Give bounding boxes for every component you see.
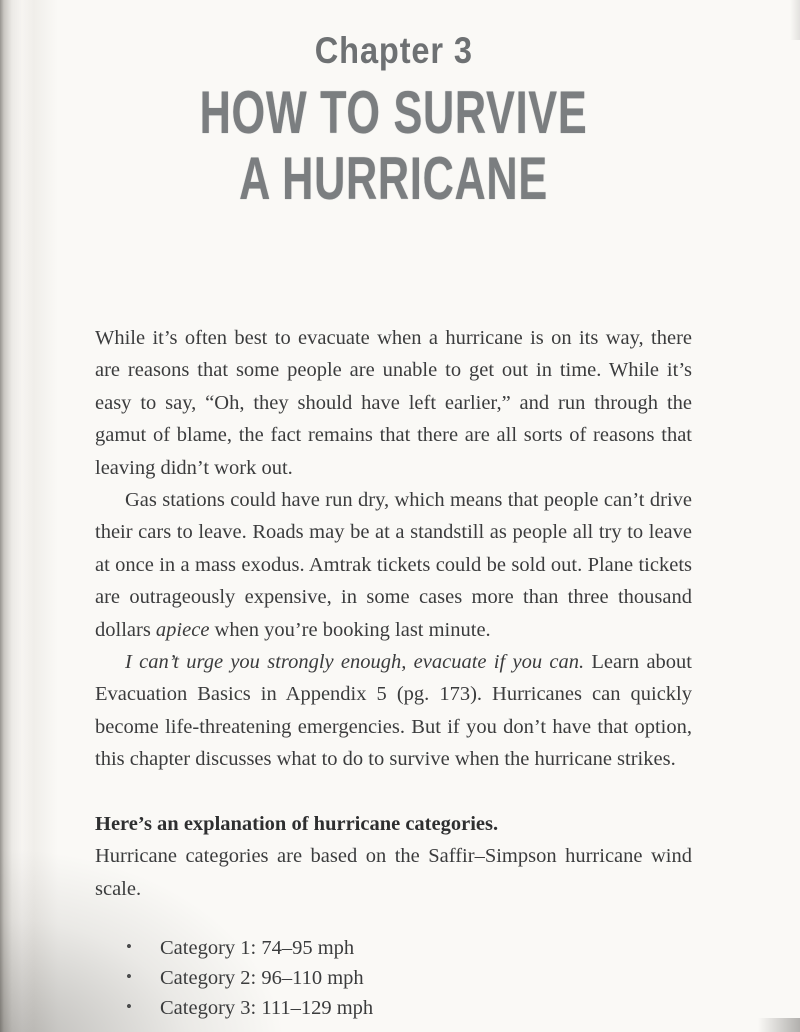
list-item — [95, 993, 692, 1023]
section-intro: Hurricane categories are based on the Saffir–Simpson hurricane wind scale. — [95, 845, 692, 900]
bullet-dot-icon: • — [126, 996, 132, 1016]
page-content — [95, 0, 692, 1023]
bullet-dot-icon: • — [126, 966, 132, 986]
categories-section — [95, 808, 692, 1023]
category-list — [95, 933, 692, 1023]
paragraph-2-italic: apiece — [155, 618, 210, 641]
paragraph-2 — [95, 484, 692, 646]
chapter-title — [95, 80, 692, 212]
category-3-label: Category 3: 111–129 mph — [160, 996, 374, 1019]
paragraph-2-text-end: when you’re booking last minute. — [209, 618, 491, 641]
paragraph-3 — [95, 646, 692, 776]
page-edge-shadow-top-right — [790, 0, 800, 40]
list-item — [95, 963, 692, 993]
category-1-label: Category 1: 74–95 mph — [160, 936, 355, 959]
paragraph-1: While it’s often best to evacuate when a hurricane is on its way, there are reasons that some people are unable to get out in time. While it’s easy to say, “Oh, they should have left earlier,” and run through the gamut of blame, the fact remains that there are all sorts of reasons that leaving didn’t work out. — [95, 327, 692, 479]
section-heading: Here’s an explanation of hurricane categories. — [95, 812, 499, 835]
chapter-title-line-2: A HURRICANE — [239, 145, 548, 212]
chapter-label: Chapter 3 — [314, 30, 473, 71]
paragraph-2-text: Gas stations could have run dry, which means that people can’t drive their cars to leave. Roads may be at a standstill as people all try to leave at once in a mass exodus. Amtrak tickets could be sold out. Plane tickets are outrageously expensive, in some cases more than three thousand dollars — [95, 489, 692, 641]
paragraph-3-text: Learn about Evacuation Basics in Appendix 5 (pg. 173). Hurricanes can quickly become life-threatening emergencies. But if you don’t have that option, this chapter discusses what to do to survive when the hurricane strikes. — [95, 651, 692, 771]
category-2-label: Category 2: 96–110 mph — [160, 966, 364, 989]
body-text — [95, 322, 692, 1023]
page-edge-shadow-bottom-right — [758, 1018, 800, 1032]
chapter-header — [95, 0, 692, 212]
paragraph-3-italic: I can’t urge you strongly enough, evacuate if you can. — [125, 651, 585, 674]
bullet-dot-icon: • — [126, 936, 132, 956]
list-item — [95, 933, 692, 963]
chapter-title-line-1: HOW TO SURVIVE — [199, 79, 588, 146]
